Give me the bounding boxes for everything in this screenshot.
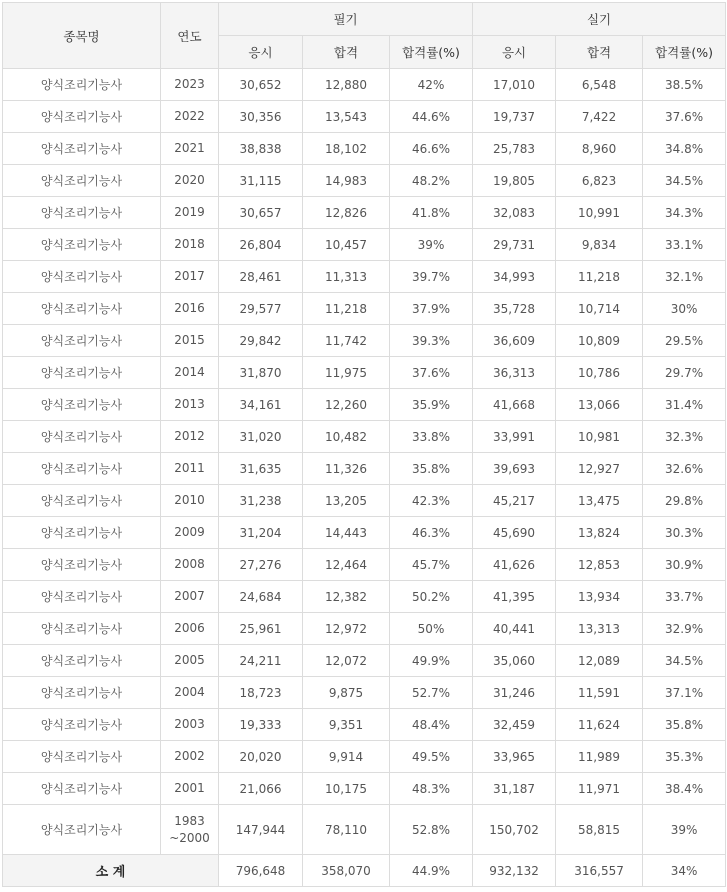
cell-written-rate: 48.4% <box>390 709 473 741</box>
cell-practical-applicants: 36,609 <box>473 325 556 357</box>
cell-practical-rate: 32.3% <box>643 421 726 453</box>
cell-practical-passed: 12,927 <box>556 453 643 485</box>
cell-written-applicants: 31,020 <box>219 421 303 453</box>
table-row <box>3 741 726 773</box>
cell-written-passed: 13,543 <box>303 101 390 133</box>
cell-year: 2016 <box>161 293 219 325</box>
table-row <box>3 421 726 453</box>
cell-year: 2001 <box>161 773 219 805</box>
cell-item-name: 양식조리기능사 <box>3 357 161 389</box>
table-row <box>3 773 726 805</box>
table-row <box>3 101 726 133</box>
cell-practical-applicants: 45,690 <box>473 517 556 549</box>
cell-practical-passed: 7,422 <box>556 101 643 133</box>
cell-item-name: 양식조리기능사 <box>3 549 161 581</box>
cell-practical-passed: 11,591 <box>556 677 643 709</box>
cell-year: 2003 <box>161 709 219 741</box>
cell-item-name: 양식조리기능사 <box>3 165 161 197</box>
cell-written-rate: 45.7% <box>390 549 473 581</box>
cell-year: 2014 <box>161 357 219 389</box>
header-year: 연도 <box>161 3 219 69</box>
cell-practical-applicants: 29,731 <box>473 229 556 261</box>
cell-year: 2019 <box>161 197 219 229</box>
cell-written-passed: 10,457 <box>303 229 390 261</box>
cell-written-rate: 50.2% <box>390 581 473 613</box>
cell-practical-rate: 35.8% <box>643 709 726 741</box>
cell-item-name: 양식조리기능사 <box>3 709 161 741</box>
cell-written-applicants: 38,838 <box>219 133 303 165</box>
cell-written-applicants: 20,020 <box>219 741 303 773</box>
cell-practical-rate: 29.7% <box>643 357 726 389</box>
cell-written-passed: 9,914 <box>303 741 390 773</box>
cell-written-passed: 12,072 <box>303 645 390 677</box>
cell-practical-passed: 10,714 <box>556 293 643 325</box>
cell-written-rate: 39% <box>390 229 473 261</box>
cell-written-applicants: 30,652 <box>219 69 303 101</box>
header-written-passed: 합격 <box>303 36 390 69</box>
table-footer <box>3 855 726 887</box>
cell-item-name: 양식조리기능사 <box>3 101 161 133</box>
cell-written-applicants: 31,204 <box>219 517 303 549</box>
cell-written-rate: 48.3% <box>390 773 473 805</box>
cell-item-name: 양식조리기능사 <box>3 229 161 261</box>
cell-written-passed: 11,313 <box>303 261 390 293</box>
cell-written-applicants: 27,276 <box>219 549 303 581</box>
total-practical-applicants: 932,132 <box>473 855 556 887</box>
cell-practical-passed: 12,089 <box>556 645 643 677</box>
cell-written-rate: 42% <box>390 69 473 101</box>
total-row <box>3 855 726 887</box>
table-row <box>3 165 726 197</box>
header-practical: 실기 <box>473 3 726 36</box>
table-row <box>3 229 726 261</box>
cell-written-passed: 9,875 <box>303 677 390 709</box>
table-row <box>3 517 726 549</box>
cell-written-applicants: 29,577 <box>219 293 303 325</box>
cell-practical-applicants: 32,459 <box>473 709 556 741</box>
cell-written-passed: 12,464 <box>303 549 390 581</box>
cell-practical-rate: 30.3% <box>643 517 726 549</box>
cell-year: 2006 <box>161 613 219 645</box>
table-row <box>3 805 726 855</box>
cell-practical-passed: 6,823 <box>556 165 643 197</box>
cell-practical-rate: 34.5% <box>643 645 726 677</box>
cell-year: 2017 <box>161 261 219 293</box>
cell-written-passed: 12,260 <box>303 389 390 421</box>
cell-practical-applicants: 34,993 <box>473 261 556 293</box>
table-header <box>3 3 726 69</box>
table-row <box>3 581 726 613</box>
table-row <box>3 357 726 389</box>
cell-written-applicants: 147,944 <box>219 805 303 855</box>
cell-written-rate: 35.9% <box>390 389 473 421</box>
cell-practical-applicants: 39,693 <box>473 453 556 485</box>
header-written-applicants: 응시 <box>219 36 303 69</box>
cell-year: 2009 <box>161 517 219 549</box>
cell-written-applicants: 25,961 <box>219 613 303 645</box>
cell-written-passed: 9,351 <box>303 709 390 741</box>
header-practical-passed: 합격 <box>556 36 643 69</box>
cell-practical-rate: 37.1% <box>643 677 726 709</box>
cell-year: 1983 ~2000 <box>161 805 219 855</box>
cell-written-rate: 37.9% <box>390 293 473 325</box>
cell-written-applicants: 18,723 <box>219 677 303 709</box>
cell-practical-passed: 10,786 <box>556 357 643 389</box>
cell-year: 2008 <box>161 549 219 581</box>
cell-written-passed: 12,826 <box>303 197 390 229</box>
cell-written-rate: 42.3% <box>390 485 473 517</box>
cell-written-passed: 11,975 <box>303 357 390 389</box>
table-row <box>3 69 726 101</box>
cell-written-rate: 35.8% <box>390 453 473 485</box>
cell-practical-applicants: 17,010 <box>473 69 556 101</box>
total-practical-rate: 34% <box>643 855 726 887</box>
cell-written-passed: 18,102 <box>303 133 390 165</box>
cell-year: 2023 <box>161 69 219 101</box>
cell-written-applicants: 24,684 <box>219 581 303 613</box>
cell-practical-rate: 38.5% <box>643 69 726 101</box>
cell-item-name: 양식조리기능사 <box>3 69 161 101</box>
cell-practical-applicants: 41,626 <box>473 549 556 581</box>
cell-year: 2022 <box>161 101 219 133</box>
cell-practical-applicants: 19,805 <box>473 165 556 197</box>
cell-practical-rate: 31.4% <box>643 389 726 421</box>
total-written-passed: 358,070 <box>303 855 390 887</box>
cell-practical-rate: 32.9% <box>643 613 726 645</box>
cell-written-passed: 14,983 <box>303 165 390 197</box>
cell-written-rate: 39.7% <box>390 261 473 293</box>
cell-practical-rate: 37.6% <box>643 101 726 133</box>
cell-item-name: 양식조리기능사 <box>3 581 161 613</box>
cell-written-passed: 12,382 <box>303 581 390 613</box>
cell-written-passed: 14,443 <box>303 517 390 549</box>
cell-practical-rate: 29.5% <box>643 325 726 357</box>
cell-practical-applicants: 40,441 <box>473 613 556 645</box>
cell-written-applicants: 28,461 <box>219 261 303 293</box>
cell-written-passed: 11,326 <box>303 453 390 485</box>
cell-written-rate: 52.8% <box>390 805 473 855</box>
cell-year: 2015 <box>161 325 219 357</box>
cell-practical-passed: 10,991 <box>556 197 643 229</box>
total-label: 소 계 <box>3 855 219 887</box>
table-row <box>3 485 726 517</box>
cell-item-name: 양식조리기능사 <box>3 485 161 517</box>
cell-practical-passed: 10,809 <box>556 325 643 357</box>
cell-item-name: 양식조리기능사 <box>3 453 161 485</box>
cell-written-applicants: 31,635 <box>219 453 303 485</box>
table-row <box>3 261 726 293</box>
cell-item-name: 양식조리기능사 <box>3 517 161 549</box>
cell-practical-applicants: 36,313 <box>473 357 556 389</box>
cell-practical-rate: 39% <box>643 805 726 855</box>
cell-item-name: 양식조리기능사 <box>3 773 161 805</box>
cell-year: 2020 <box>161 165 219 197</box>
cell-written-rate: 33.8% <box>390 421 473 453</box>
cell-written-rate: 52.7% <box>390 677 473 709</box>
cell-practical-applicants: 25,783 <box>473 133 556 165</box>
cell-practical-passed: 13,475 <box>556 485 643 517</box>
cell-practical-passed: 12,853 <box>556 549 643 581</box>
header-written-rate: 합격률(%) <box>390 36 473 69</box>
cell-practical-applicants: 33,991 <box>473 421 556 453</box>
table-body <box>3 69 726 855</box>
cell-practical-applicants: 31,246 <box>473 677 556 709</box>
total-practical-passed: 316,557 <box>556 855 643 887</box>
cell-practical-applicants: 41,395 <box>473 581 556 613</box>
cell-practical-passed: 11,218 <box>556 261 643 293</box>
cell-written-rate: 39.3% <box>390 325 473 357</box>
cell-year: 2005 <box>161 645 219 677</box>
pass-rate-table <box>2 2 726 887</box>
cell-item-name: 양식조리기능사 <box>3 389 161 421</box>
cell-practical-passed: 13,313 <box>556 613 643 645</box>
cell-practical-passed: 9,834 <box>556 229 643 261</box>
cell-item-name: 양식조리기능사 <box>3 421 161 453</box>
table-row <box>3 709 726 741</box>
cell-year: 2012 <box>161 421 219 453</box>
cell-item-name: 양식조리기능사 <box>3 293 161 325</box>
cell-practical-applicants: 32,083 <box>473 197 556 229</box>
cell-year: 2011 <box>161 453 219 485</box>
cell-year: 2021 <box>161 133 219 165</box>
cell-written-applicants: 31,870 <box>219 357 303 389</box>
cell-written-applicants: 30,356 <box>219 101 303 133</box>
cell-written-applicants: 26,804 <box>219 229 303 261</box>
cell-practical-passed: 8,960 <box>556 133 643 165</box>
cell-item-name: 양식조리기능사 <box>3 133 161 165</box>
cell-written-applicants: 29,842 <box>219 325 303 357</box>
header-item-name: 종목명 <box>3 3 161 69</box>
cell-practical-rate: 33.7% <box>643 581 726 613</box>
cell-practical-rate: 30.9% <box>643 549 726 581</box>
table-row <box>3 613 726 645</box>
cell-practical-rate: 30% <box>643 293 726 325</box>
cell-practical-applicants: 41,668 <box>473 389 556 421</box>
cell-practical-applicants: 33,965 <box>473 741 556 773</box>
total-written-rate: 44.9% <box>390 855 473 887</box>
header-practical-rate: 합격률(%) <box>643 36 726 69</box>
cell-item-name: 양식조리기능사 <box>3 325 161 357</box>
table-row <box>3 133 726 165</box>
cell-practical-rate: 35.3% <box>643 741 726 773</box>
cell-written-passed: 12,972 <box>303 613 390 645</box>
cell-written-passed: 10,175 <box>303 773 390 805</box>
cell-year: 2010 <box>161 485 219 517</box>
cell-written-rate: 46.3% <box>390 517 473 549</box>
table-row <box>3 197 726 229</box>
cell-practical-rate: 34.3% <box>643 197 726 229</box>
table-row <box>3 453 726 485</box>
cell-item-name: 양식조리기능사 <box>3 261 161 293</box>
header-written: 필기 <box>219 3 473 36</box>
cell-year: 2018 <box>161 229 219 261</box>
table-row <box>3 549 726 581</box>
table-row <box>3 645 726 677</box>
cell-practical-passed: 11,989 <box>556 741 643 773</box>
cell-written-applicants: 31,115 <box>219 165 303 197</box>
cell-item-name: 양식조리기능사 <box>3 645 161 677</box>
cell-item-name: 양식조리기능사 <box>3 805 161 855</box>
cell-practical-applicants: 35,728 <box>473 293 556 325</box>
cell-practical-passed: 10,981 <box>556 421 643 453</box>
cell-written-rate: 37.6% <box>390 357 473 389</box>
cell-written-passed: 11,218 <box>303 293 390 325</box>
table-row <box>3 677 726 709</box>
cell-written-applicants: 34,161 <box>219 389 303 421</box>
cell-practical-rate: 34.8% <box>643 133 726 165</box>
cell-practical-passed: 11,971 <box>556 773 643 805</box>
cell-practical-rate: 32.1% <box>643 261 726 293</box>
cell-item-name: 양식조리기능사 <box>3 677 161 709</box>
cell-written-applicants: 24,211 <box>219 645 303 677</box>
table-row <box>3 389 726 421</box>
cell-written-applicants: 19,333 <box>219 709 303 741</box>
cell-written-applicants: 31,238 <box>219 485 303 517</box>
header-practical-applicants: 응시 <box>473 36 556 69</box>
cell-written-rate: 49.9% <box>390 645 473 677</box>
cell-practical-passed: 6,548 <box>556 69 643 101</box>
table-row <box>3 293 726 325</box>
cell-practical-passed: 58,815 <box>556 805 643 855</box>
cell-practical-rate: 34.5% <box>643 165 726 197</box>
cell-year: 2002 <box>161 741 219 773</box>
cell-practical-rate: 32.6% <box>643 453 726 485</box>
cell-practical-applicants: 35,060 <box>473 645 556 677</box>
cell-item-name: 양식조리기능사 <box>3 613 161 645</box>
cell-year: 2007 <box>161 581 219 613</box>
cell-item-name: 양식조리기능사 <box>3 197 161 229</box>
cell-written-passed: 13,205 <box>303 485 390 517</box>
cell-practical-passed: 13,066 <box>556 389 643 421</box>
total-written-applicants: 796,648 <box>219 855 303 887</box>
cell-written-rate: 41.8% <box>390 197 473 229</box>
table-row <box>3 325 726 357</box>
cell-written-rate: 50% <box>390 613 473 645</box>
cell-written-passed: 11,742 <box>303 325 390 357</box>
cell-written-rate: 48.2% <box>390 165 473 197</box>
cell-practical-rate: 29.8% <box>643 485 726 517</box>
cell-written-passed: 12,880 <box>303 69 390 101</box>
cell-written-passed: 10,482 <box>303 421 390 453</box>
cell-item-name: 양식조리기능사 <box>3 741 161 773</box>
cell-written-applicants: 30,657 <box>219 197 303 229</box>
cell-written-passed: 78,110 <box>303 805 390 855</box>
cell-practical-applicants: 45,217 <box>473 485 556 517</box>
cell-practical-applicants: 31,187 <box>473 773 556 805</box>
cell-practical-applicants: 19,737 <box>473 101 556 133</box>
cell-practical-passed: 11,624 <box>556 709 643 741</box>
cell-written-applicants: 21,066 <box>219 773 303 805</box>
cell-practical-passed: 13,934 <box>556 581 643 613</box>
cell-written-rate: 44.6% <box>390 101 473 133</box>
cell-year: 2004 <box>161 677 219 709</box>
cell-written-rate: 46.6% <box>390 133 473 165</box>
cell-written-rate: 49.5% <box>390 741 473 773</box>
cell-practical-rate: 33.1% <box>643 229 726 261</box>
cell-year: 2013 <box>161 389 219 421</box>
cell-practical-passed: 13,824 <box>556 517 643 549</box>
cell-practical-applicants: 150,702 <box>473 805 556 855</box>
cell-practical-rate: 38.4% <box>643 773 726 805</box>
